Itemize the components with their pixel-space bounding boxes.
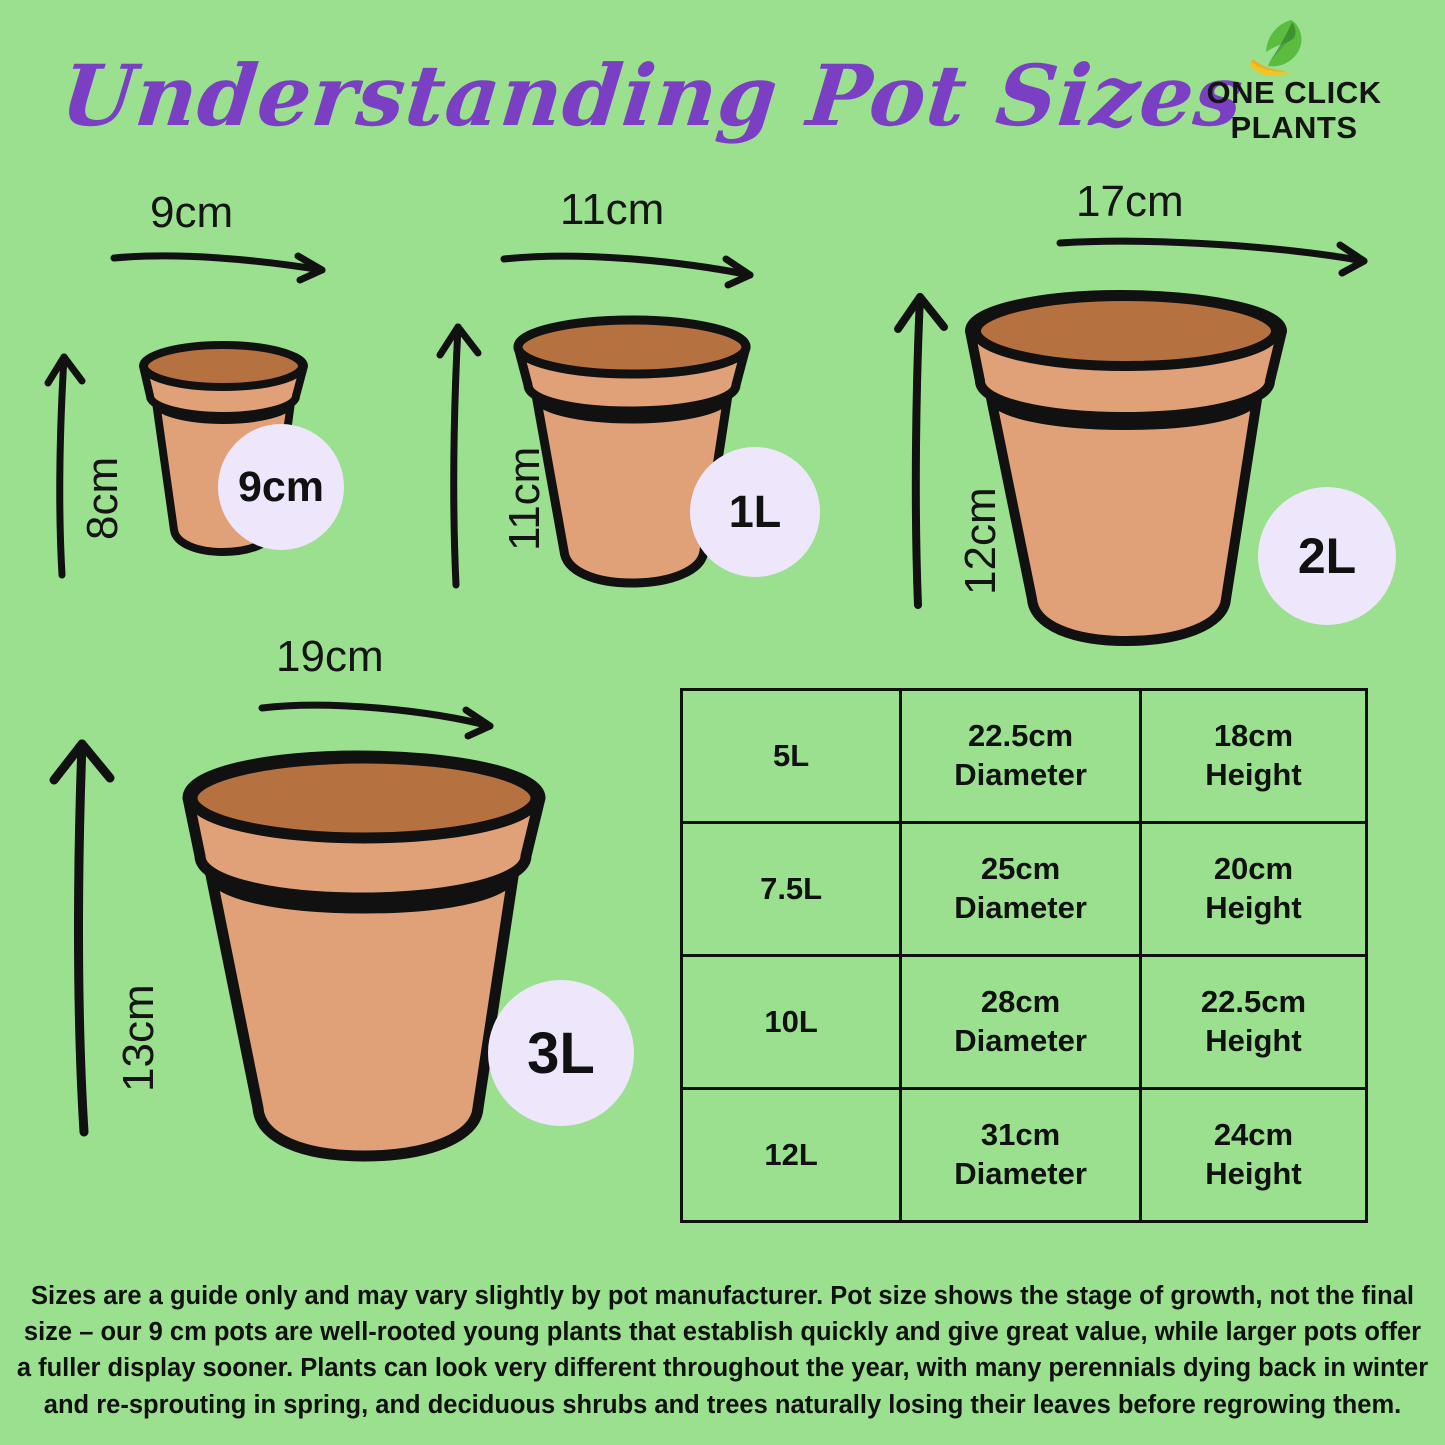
- pot-group-2l: [880, 165, 1400, 675]
- pot-2l-height-label: 12cm: [956, 487, 1005, 595]
- diameter-value: 25cm: [980, 851, 1061, 887]
- pot-1l-size-badge: 1L: [690, 447, 820, 577]
- pot-3l-height-label: 13cm: [114, 984, 163, 1092]
- height-value: 18cm: [1213, 718, 1294, 754]
- brand-line-2: PLANTS: [1230, 109, 1358, 145]
- pot-2l-illustration: [952, 273, 1332, 673]
- height-value: 24cm: [1213, 1117, 1294, 1153]
- pot-3l-width-label: 19cm: [276, 632, 384, 681]
- table-cell-height: [1140, 823, 1366, 956]
- pot-3l-height-arrow: [28, 722, 138, 1142]
- height-word: Height: [1205, 757, 1302, 792]
- brand-line-1: ONE CLICK: [1206, 75, 1382, 110]
- pot-size-table: [680, 688, 1368, 1223]
- page-title: Understanding Pot Sizes: [56, 46, 1249, 145]
- table-cell-diameter: [901, 690, 1141, 823]
- table-cell-size: 5L: [682, 690, 901, 823]
- table-row: [682, 823, 1367, 956]
- height-word: Height: [1205, 1156, 1302, 1191]
- diameter-word: Diameter: [954, 1156, 1087, 1191]
- pot-2l-size-badge: 2L: [1258, 487, 1396, 625]
- table-cell-height: [1140, 1089, 1366, 1222]
- brand-logo: [1169, 18, 1419, 148]
- diameter-value: 28cm: [980, 984, 1061, 1020]
- pot-9cm-size-badge: 9cm: [218, 424, 344, 550]
- table-cell-height: [1140, 690, 1366, 823]
- pot-group-3l: [10, 622, 650, 1202]
- pot-1l-height-arrow: [426, 305, 506, 595]
- pot-1l-width-label: 11cm: [560, 185, 665, 234]
- diameter-word: Diameter: [954, 890, 1087, 925]
- pot-9cm-width-arrow: [110, 242, 350, 302]
- pot-3l-size-badge: 3L: [488, 980, 634, 1126]
- pot-group-1l: [400, 175, 830, 625]
- table-cell-diameter: [901, 823, 1141, 956]
- pot-1l-height-label: 11cm: [500, 446, 549, 551]
- leaf-logo-icon: [1247, 18, 1317, 80]
- table-cell-diameter: [901, 1089, 1141, 1222]
- pot-9cm-height-arrow: [38, 335, 108, 585]
- table-row: [682, 956, 1367, 1089]
- table-cell-size: 12L: [682, 1089, 901, 1222]
- pot-2l-width-label: 17cm: [1076, 177, 1184, 226]
- table-row: [682, 690, 1367, 823]
- height-value: 22.5cm: [1200, 984, 1307, 1020]
- pot-1l-width-arrow: [500, 243, 780, 303]
- diameter-word: Diameter: [954, 757, 1087, 792]
- table-cell-size: 7.5L: [682, 823, 901, 956]
- pot-9cm-width-label: 9cm: [150, 188, 234, 237]
- pot-group-9cm: [20, 180, 380, 600]
- table-row: [682, 1089, 1367, 1222]
- table-cell-height: [1140, 956, 1366, 1089]
- diameter-value: 22.5cm: [967, 718, 1074, 754]
- table-cell-diameter: [901, 956, 1141, 1089]
- pot-3l-illustration: [170, 732, 600, 1192]
- table-cell-size: 10L: [682, 956, 901, 1089]
- pot-9cm-height-label: 8cm: [78, 456, 127, 540]
- disclaimer-text: Sizes are a guide only and may vary slightly by pot manufacturer. Pot size shows the stage of growth, not the final size – our 9 cm pots are well-rooted young plants that establish quickly and give great value, while larger pots offer a fuller display sooner. Plants can look very different throughout the year, with many perennials dying back in winter and re-sprouting in spring, and deciduous shrubs and trees naturally losing their leaves before regrowing them.: [16, 1282, 1429, 1419]
- height-value: 20cm: [1213, 851, 1294, 887]
- diameter-value: 31cm: [980, 1117, 1061, 1153]
- brand-logo-text: [1169, 76, 1419, 145]
- height-word: Height: [1205, 1023, 1302, 1058]
- diameter-word: Diameter: [954, 1023, 1087, 1058]
- height-word: Height: [1205, 890, 1302, 925]
